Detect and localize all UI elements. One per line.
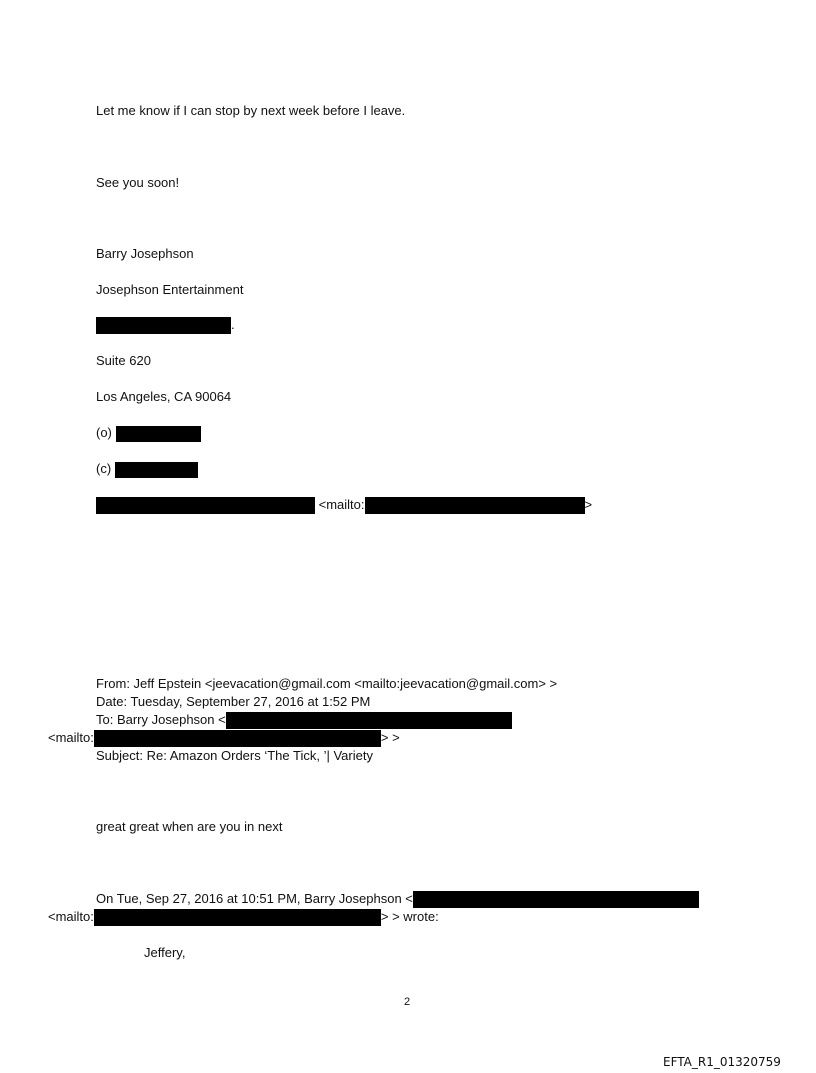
signature-email-line	[96, 496, 592, 514]
page-number: 2	[404, 996, 411, 1008]
signature-suite: Suite 620	[96, 353, 151, 368]
signature-address-line	[96, 316, 235, 334]
cell-label: (c)	[96, 461, 112, 476]
to-prefix: To: Barry Josephson <	[96, 712, 226, 727]
quoted-date: Date: Tuesday, September 27, 2016 at 1:52 PM	[96, 694, 371, 709]
signature-company: Josephson Entertainment	[96, 282, 244, 297]
office-label: (o)	[96, 425, 112, 440]
reply-body: great great when are you in next	[96, 819, 283, 834]
quoted-subject: Subject: Re: Amazon Orders ‘The Tick, ’| Variety	[96, 748, 373, 763]
mailto-open: <mailto:	[318, 497, 365, 512]
redaction-bar	[115, 462, 198, 478]
redaction-bar	[96, 317, 231, 334]
nested-greeting: Jeffery,	[144, 945, 186, 960]
signature-office-phone	[96, 424, 201, 442]
closing-stop-by: Let me know if I can stop by next week before I leave.	[96, 103, 406, 118]
redaction-bar	[94, 909, 381, 926]
signature-city: Los Angeles, CA 90064	[96, 389, 232, 404]
signature-name: Barry Josephson	[96, 246, 194, 261]
address-period: .	[231, 317, 235, 332]
to-suffix: > >	[380, 730, 400, 745]
signature-cell-phone	[96, 460, 198, 478]
quoted-to	[96, 711, 512, 729]
quoted-to-mailto	[48, 729, 400, 747]
redaction-bar	[365, 497, 585, 514]
to-mailto-prefix: <mailto:	[48, 730, 94, 745]
redaction-bar	[94, 730, 381, 747]
redaction-bar	[413, 891, 699, 908]
on-prefix: On Tue, Sep 27, 2016 at 10:51 PM, Barry Josephson <	[96, 891, 413, 906]
nested-mailto-prefix: <mailto:	[48, 909, 94, 924]
redaction-bar	[96, 497, 315, 514]
quoted-from: From: Jeff Epstein <jeevacation@gmail.com <mailto:jeevacation@gmail.com> >	[96, 676, 558, 691]
redaction-bar	[116, 426, 201, 442]
bates-number: EFTA_R1_01320759	[663, 1055, 781, 1069]
mailto-close: >	[584, 497, 593, 512]
nested-on-line	[96, 890, 699, 908]
redaction-bar	[226, 712, 512, 729]
nested-mailto-line	[48, 908, 439, 926]
closing-see-you: See you soon!	[96, 175, 180, 190]
wrote-suffix: > > wrote:	[380, 909, 439, 924]
